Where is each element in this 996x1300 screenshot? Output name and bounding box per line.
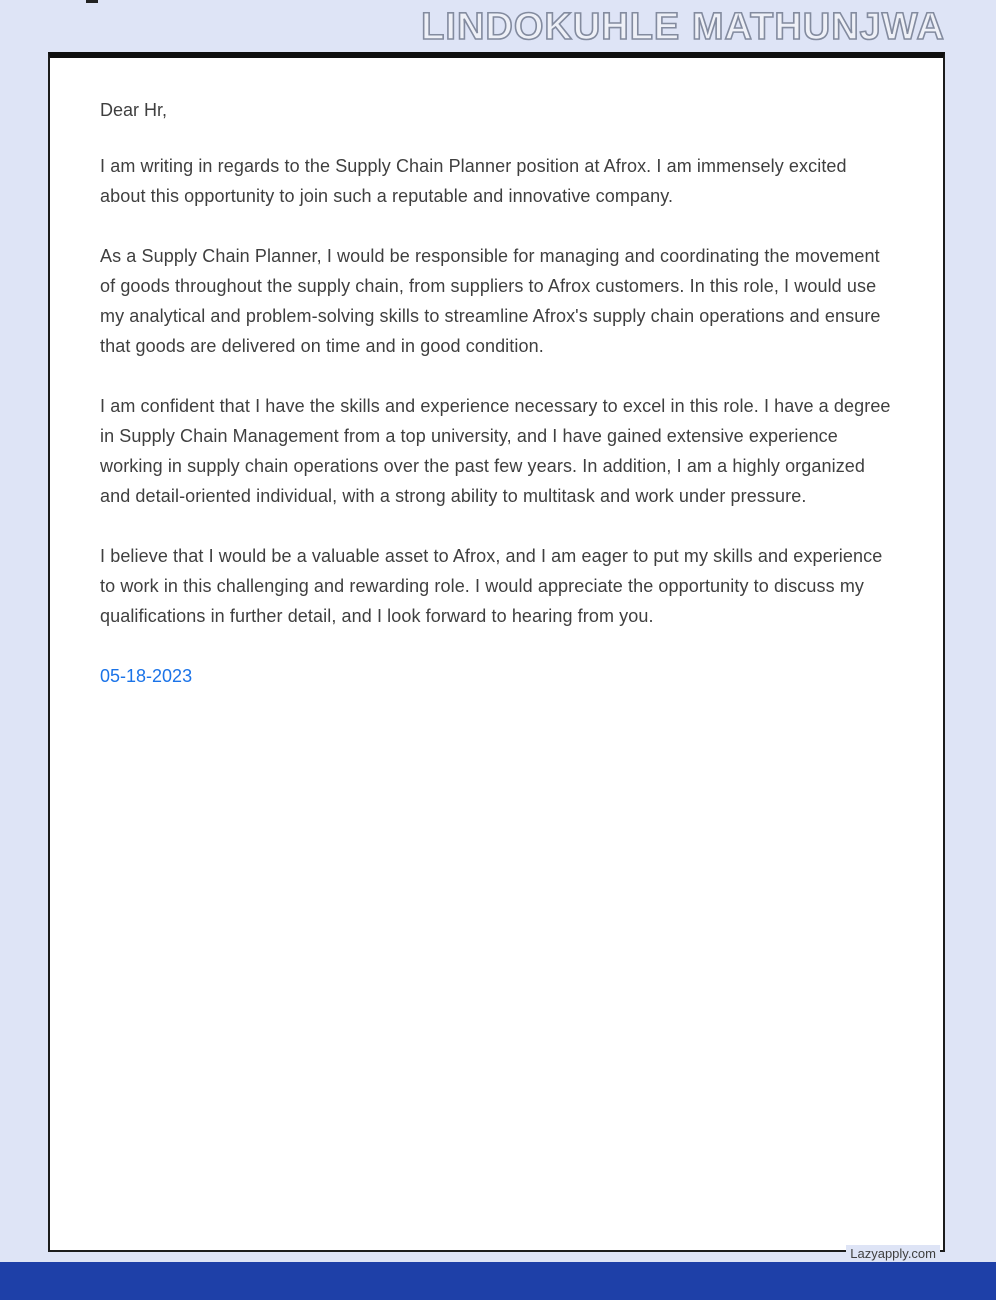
paragraph-closing: I believe that I would be a valuable asset to Afrox, and I am eager to put my skills and experience to work in this challenging and rewarding role. I would appreciate the opportunity to discuss my qualifications in further detail, and I look forward to hearing from you. bbox=[100, 546, 883, 626]
salutation: Dear Hr, bbox=[100, 100, 168, 120]
paragraph-qualifications: I am confident that I have the skills and experience necessary to excel in this role. I have a degree in Supply Chain Management from a top university, and I have gained extensive experience working in supply chain operations over the past few years. In addition, I am a highly organized and detail-oriented individual, with a strong ability to multitask and work under pressure. bbox=[100, 396, 891, 506]
lazyapply-watermark: Lazyapply.com bbox=[846, 1245, 940, 1262]
applicant-name: LINDOKUHLE MATHUNJWA bbox=[421, 6, 945, 48]
letter-page bbox=[48, 52, 945, 1252]
letter-date: 05-18-2023 bbox=[100, 666, 193, 686]
paragraph-intro: I am writing in regards to the Supply Chain Planner position at Afrox. I am immensely excited about this opportunity to join such a reputable and innovative company. bbox=[100, 156, 847, 206]
bottom-bar bbox=[0, 1262, 996, 1300]
paragraph-role: As a Supply Chain Planner, I would be responsible for managing and coordinating the movement of goods throughout the supply chain, from suppliers to Afrox customers. In this role, I would use my analytical and problem-solving skills to streamline Afrox's supply chain operations and ensure that goods are delivered on time and in good condition. bbox=[100, 246, 881, 356]
top-edge-mark bbox=[86, 0, 98, 3]
